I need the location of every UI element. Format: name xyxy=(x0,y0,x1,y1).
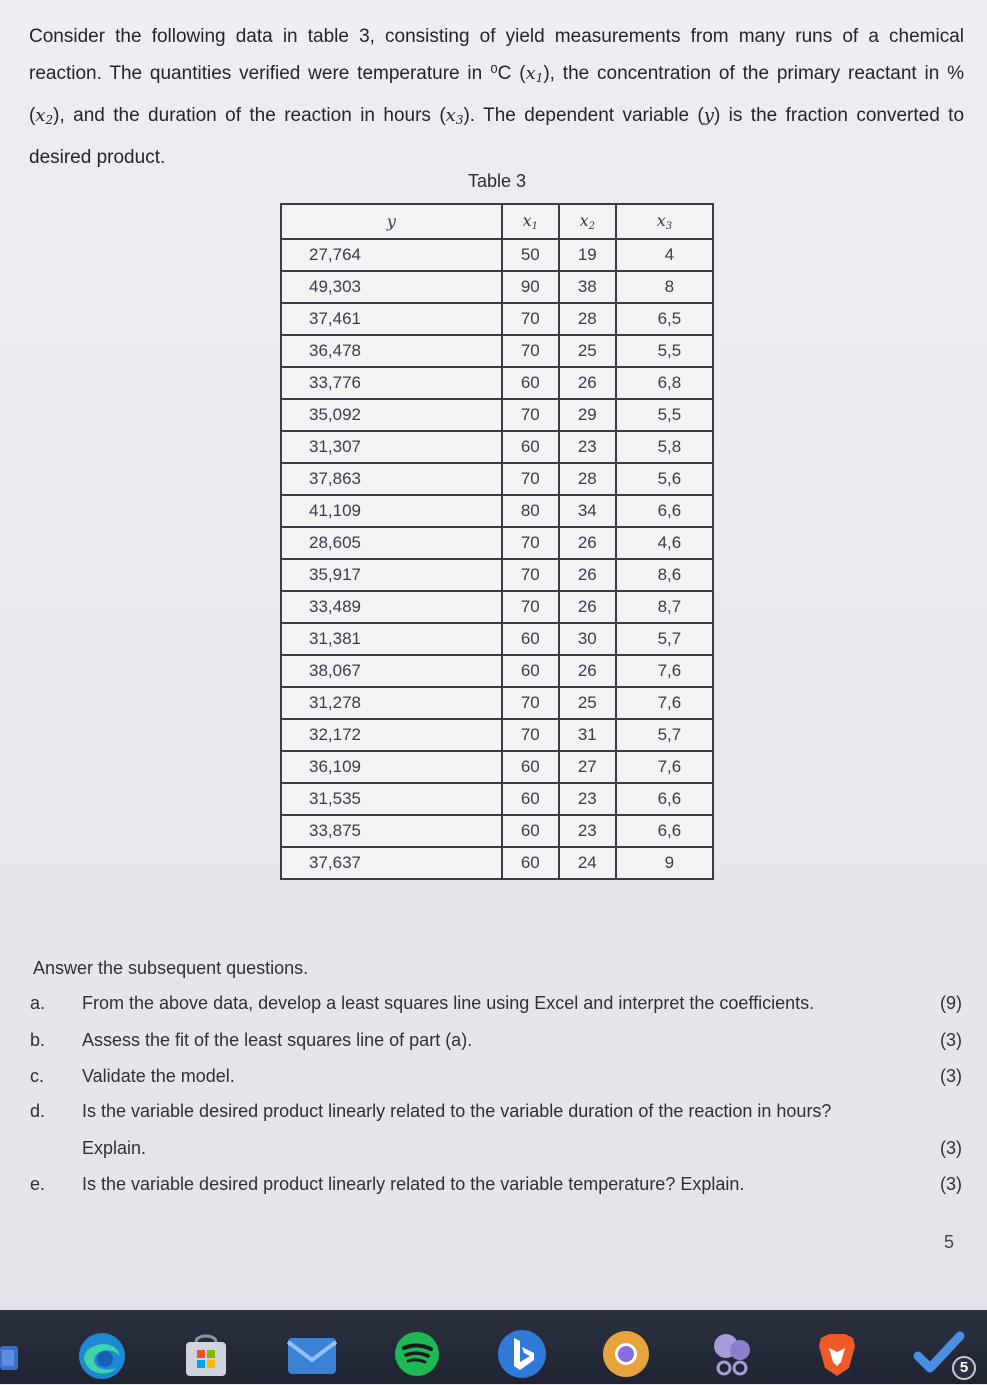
table-row xyxy=(281,751,713,783)
question-letter: b. xyxy=(30,1030,46,1050)
cell-y: 37,637 xyxy=(281,847,502,879)
todo-badge-count: 5 xyxy=(959,1359,969,1376)
cell-x2: 38 xyxy=(559,271,616,303)
table-row xyxy=(281,847,713,879)
header-x1 xyxy=(502,204,559,239)
table-row xyxy=(281,719,713,751)
cell-x3: 8,6 xyxy=(616,559,713,591)
cell-x3: 7,6 xyxy=(616,751,713,783)
cell-x2: 27 xyxy=(559,751,616,783)
cell-x2: 26 xyxy=(559,367,616,399)
question-marks: (9) xyxy=(940,993,962,1013)
cell-y: 33,875 xyxy=(281,815,502,847)
cell-y: 35,917 xyxy=(281,559,502,591)
chrome-canary-icon[interactable] xyxy=(600,1328,652,1380)
intro-text-5: ) is the fraction converted to desired product. xyxy=(29,105,965,168)
question-text: Validate the model. xyxy=(82,1066,235,1086)
header-x3 xyxy=(616,204,713,239)
cell-x1: 60 xyxy=(502,367,559,399)
question-text: From the above data, develop a least squares line using Excel and interpret the coefficients. xyxy=(82,993,815,1013)
cell-x3: 6,8 xyxy=(616,367,713,399)
question-marks: (3) xyxy=(940,1066,962,1086)
microsoft-store-icon[interactable] xyxy=(180,1328,232,1380)
header-y xyxy=(281,204,502,239)
cell-x1: 70 xyxy=(502,463,559,495)
cell-y: 35,092 xyxy=(281,399,502,431)
cell-x1: 60 xyxy=(502,751,559,783)
cell-y: 41,109 xyxy=(281,495,502,527)
cell-y: 31,535 xyxy=(281,783,502,815)
table-body xyxy=(281,239,713,879)
intro-text-2: the concentration of the primary reactant in % ( xyxy=(29,63,964,126)
header-y-var: y xyxy=(386,212,396,231)
paren-close: ), xyxy=(543,63,563,84)
edge-icon[interactable] xyxy=(76,1328,128,1380)
table-row xyxy=(281,271,713,303)
cell-x2: 23 xyxy=(559,815,616,847)
table-row xyxy=(281,783,713,815)
cell-x2: 19 xyxy=(559,239,616,271)
table-row xyxy=(281,239,713,271)
mail-icon[interactable] xyxy=(286,1328,338,1380)
question-d xyxy=(0,1101,987,1131)
cell-x3: 6,6 xyxy=(616,783,713,815)
table-row xyxy=(281,687,713,719)
cell-x2: 26 xyxy=(559,559,616,591)
questions-intro: Answer the subsequent questions. xyxy=(33,958,309,978)
cell-x3: 6,5 xyxy=(616,303,713,335)
cell-x1: 60 xyxy=(502,815,559,847)
cell-x2: 30 xyxy=(559,623,616,655)
question-text: Is the variable desired product linearly related to the variable temperature? Explain. xyxy=(82,1174,745,1194)
x1-subscript: 1 xyxy=(535,71,544,85)
x2-variable: x xyxy=(35,105,46,126)
cell-x1: 70 xyxy=(502,303,559,335)
x1-variable: x xyxy=(525,63,536,84)
question-e xyxy=(0,1174,987,1204)
spotify-icon[interactable] xyxy=(391,1328,443,1380)
todo-icon[interactable] xyxy=(912,1328,982,1380)
cell-x1: 60 xyxy=(502,783,559,815)
cell-x1: 60 xyxy=(502,431,559,463)
brave-icon[interactable] xyxy=(811,1328,863,1380)
table-row xyxy=(281,367,713,399)
header-x1-var: x xyxy=(522,211,532,230)
table-header-row xyxy=(281,204,713,239)
cell-x1: 60 xyxy=(502,623,559,655)
cell-y: 36,478 xyxy=(281,335,502,367)
cell-x3: 5,5 xyxy=(616,335,713,367)
cell-x2: 23 xyxy=(559,783,616,815)
x3-variable: x xyxy=(445,105,456,126)
header-x2 xyxy=(559,204,616,239)
table-row xyxy=(281,655,713,687)
table-row xyxy=(281,335,713,367)
cell-x1: 90 xyxy=(502,271,559,303)
cell-x2: 25 xyxy=(559,687,616,719)
question-letter: c. xyxy=(30,1066,45,1086)
cell-y: 37,461 xyxy=(281,303,502,335)
cell-x2: 31 xyxy=(559,719,616,751)
question-letter: d. xyxy=(30,1101,46,1121)
page-number: 5 xyxy=(944,1232,955,1252)
cell-y: 27,764 xyxy=(281,239,502,271)
cell-x2: 28 xyxy=(559,303,616,335)
cell-x2: 26 xyxy=(559,591,616,623)
question-c xyxy=(0,1066,987,1096)
cell-x1: 70 xyxy=(502,399,559,431)
question-text: Assess the fit of the least squares line of part (a). xyxy=(82,1030,473,1050)
cell-x3: 5,6 xyxy=(616,463,713,495)
cell-x2: 26 xyxy=(559,527,616,559)
header-x2-var: x xyxy=(579,211,589,230)
taskbar-edge-partial-icon[interactable] xyxy=(0,1328,22,1380)
cell-x2: 25 xyxy=(559,335,616,367)
intro-text-3: ), and the duration of the reaction in hours ( xyxy=(53,105,446,126)
question-letter: a. xyxy=(30,993,46,1013)
cell-x2: 24 xyxy=(559,847,616,879)
cell-x3: 6,6 xyxy=(616,495,713,527)
cell-x1: 70 xyxy=(502,687,559,719)
question-d-continued xyxy=(0,1138,987,1168)
problem-statement xyxy=(29,18,964,176)
question-marks: (3) xyxy=(940,1174,962,1194)
cell-x3: 4 xyxy=(616,239,713,271)
cell-y: 31,278 xyxy=(281,687,502,719)
table-row xyxy=(281,559,713,591)
header-x3-sub: 3 xyxy=(665,221,673,232)
intro-text-4: ). The dependent variable ( xyxy=(463,105,704,126)
cell-x1: 70 xyxy=(502,591,559,623)
cell-x2: 23 xyxy=(559,431,616,463)
cell-x3: 6,6 xyxy=(616,815,713,847)
question-marks: (3) xyxy=(940,1030,962,1050)
cell-x1: 70 xyxy=(502,527,559,559)
cell-y: 38,067 xyxy=(281,655,502,687)
cell-x2: 34 xyxy=(559,495,616,527)
table-row xyxy=(281,399,713,431)
cell-x3: 4,6 xyxy=(616,527,713,559)
cell-x1: 60 xyxy=(502,847,559,879)
y-variable: y xyxy=(703,105,714,126)
table-row xyxy=(281,495,713,527)
cell-y: 31,381 xyxy=(281,623,502,655)
header-x3-var: x xyxy=(656,211,666,230)
header-x2-sub: 2 xyxy=(588,221,595,232)
cell-x1: 60 xyxy=(502,655,559,687)
cell-x2: 26 xyxy=(559,655,616,687)
cell-x3: 7,6 xyxy=(616,687,713,719)
question-text: Is the variable desired product linearly related to the variable duration of the reaction in hours? xyxy=(82,1101,832,1121)
question-marks: (3) xyxy=(940,1138,962,1158)
cell-y: 28,605 xyxy=(281,527,502,559)
cell-x3: 5,7 xyxy=(616,719,713,751)
cell-y: 32,172 xyxy=(281,719,502,751)
cell-y: 33,489 xyxy=(281,591,502,623)
cell-x3: 7,6 xyxy=(616,655,713,687)
x2-subscript: 2 xyxy=(45,113,54,127)
cell-x3: 5,8 xyxy=(616,431,713,463)
question-a xyxy=(0,993,987,1023)
snipping-tool-icon[interactable] xyxy=(706,1328,758,1380)
cell-y: 31,307 xyxy=(281,431,502,463)
cell-x3: 9 xyxy=(616,847,713,879)
cell-y: 37,863 xyxy=(281,463,502,495)
cell-y: 36,109 xyxy=(281,751,502,783)
header-x1-sub: 1 xyxy=(531,221,538,232)
cell-x3: 5,5 xyxy=(616,399,713,431)
table-row xyxy=(281,815,713,847)
x3-subscript: 3 xyxy=(455,113,464,127)
cell-x1: 80 xyxy=(502,495,559,527)
table-row xyxy=(281,623,713,655)
cell-x3: 8 xyxy=(616,271,713,303)
temperature-unit: ⁰C xyxy=(490,63,512,84)
table-row xyxy=(281,463,713,495)
cell-y: 33,776 xyxy=(281,367,502,399)
cell-y: 49,303 xyxy=(281,271,502,303)
table-caption: Table 3 xyxy=(467,171,527,191)
taskbar xyxy=(0,1310,987,1384)
data-table xyxy=(280,203,714,880)
cell-x3: 5,7 xyxy=(616,623,713,655)
question-b xyxy=(0,1030,987,1060)
paren-open: ( xyxy=(511,63,526,84)
cell-x3: 8,7 xyxy=(616,591,713,623)
cell-x1: 70 xyxy=(502,719,559,751)
table-row xyxy=(281,431,713,463)
question-text-continued: Explain. xyxy=(82,1138,147,1158)
cell-x1: 50 xyxy=(502,239,559,271)
cell-x1: 70 xyxy=(502,335,559,367)
bing-icon[interactable] xyxy=(496,1328,548,1380)
table-row xyxy=(281,527,713,559)
question-letter: e. xyxy=(30,1174,46,1194)
table-row xyxy=(281,591,713,623)
cell-x1: 70 xyxy=(502,559,559,591)
cell-x2: 28 xyxy=(559,463,616,495)
table-row xyxy=(281,303,713,335)
intro-text-1: Consider the following data in table 3, consisting of yield measurements from many runs of a chemical reaction. The quantities verified were temperature in xyxy=(29,26,964,84)
cell-x2: 29 xyxy=(559,399,616,431)
